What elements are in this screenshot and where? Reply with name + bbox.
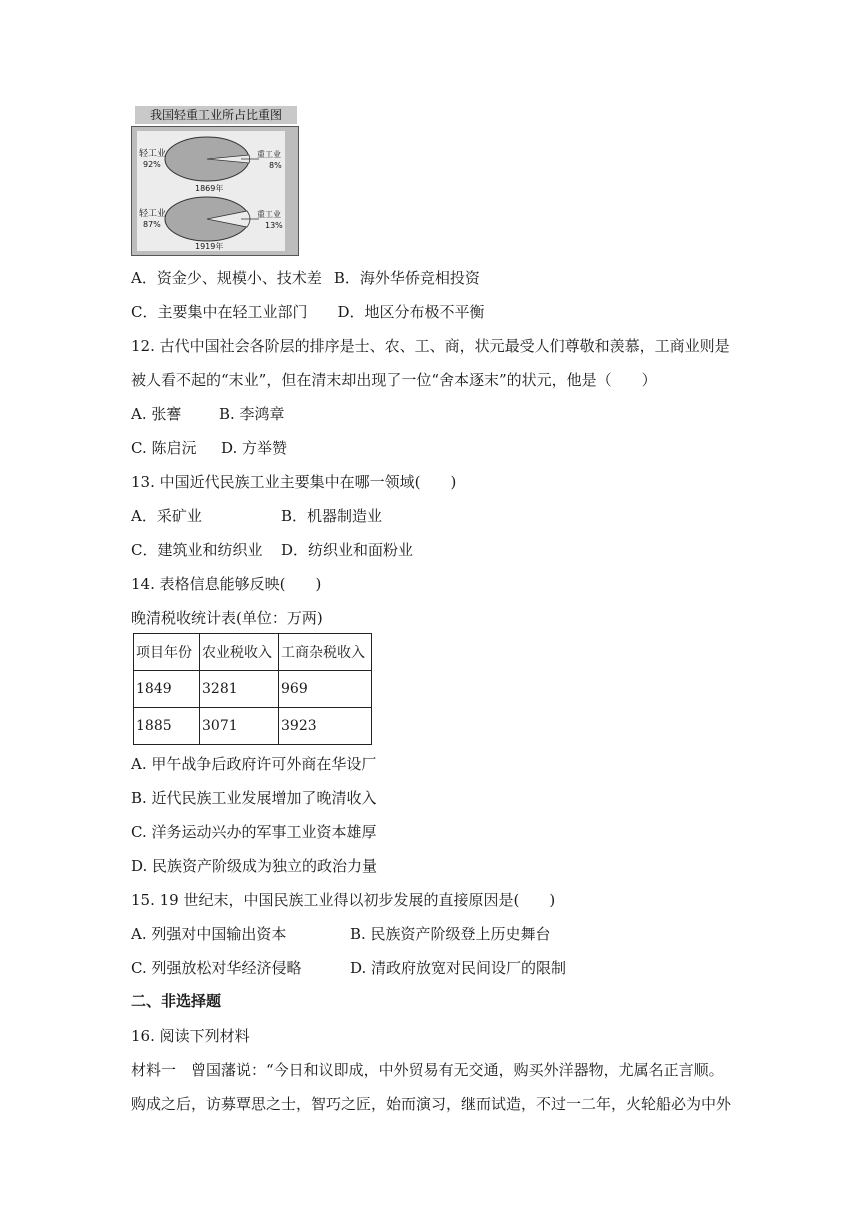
table-row [134, 708, 372, 745]
section-heading: 二、非选择题 [131, 992, 222, 1010]
q13-option-d[interactable]: D．纺织业和面粉业 [281, 541, 414, 559]
figure-frame [131, 126, 299, 256]
q14-option-a[interactable]: A. 甲午战争后政府许可外商在华设厂 [131, 755, 377, 773]
table-cell: 969 [279, 671, 372, 708]
table-header-row [134, 634, 372, 671]
q12-options-row2 [131, 438, 287, 458]
pie-1869-light-pct: 92% [143, 160, 161, 169]
q12-stem-line1: 12. 古代中国社会各阶层的排序是士、农、工、商，状元最受人们尊敬和羡慕，工商业则是 [131, 337, 730, 355]
table-header-cell: 农业税收入 [200, 634, 279, 671]
q11-option-a[interactable]: A．资金少、规模小、技术差 [131, 269, 322, 287]
q13-option-b[interactable]: B．机器制造业 [281, 507, 383, 525]
tax-table [133, 633, 372, 745]
q15-options-row1 [131, 924, 551, 944]
q14-table-caption: 晚清税收统计表(单位：万两) [131, 609, 323, 627]
pie-1919-heavy-label: 重工业 [257, 210, 281, 219]
q16-material-line2: 购成之后，访募覃思之士，智巧之匠，始而演习，继而试造，不过一二年，火轮船必为中外 [131, 1095, 732, 1113]
pie-1869 [165, 137, 259, 181]
q13-options-row1 [131, 506, 382, 526]
q16-material-line1: 材料一 曾国藩说：“今日和议即成，中外贸易有无交通，购买外洋器物，尤属名正言顺。 [131, 1061, 724, 1079]
q13-stem: 13. 中国近代民族工业主要集中在哪一领域( ) [131, 473, 457, 491]
q15-options-row2 [131, 958, 566, 978]
figure-title: 我国轻重工业所占比重图 [135, 106, 297, 124]
q13-options-row2 [131, 540, 413, 560]
q15-option-d[interactable]: D. 清政府放宽对民间设厂的限制 [350, 959, 567, 977]
pie-1869-light-label: 轻工业 [139, 149, 167, 159]
q15-option-b[interactable]: B. 民族资产阶级登上历史舞台 [350, 925, 551, 943]
pie-1869-heavy-label: 重工业 [257, 150, 281, 159]
table-row [134, 671, 372, 708]
q15-option-a[interactable]: A. 列强对中国输出资本 [131, 925, 287, 943]
table-cell: 3923 [279, 708, 372, 745]
table-header-cell: 工商杂税收入 [279, 634, 372, 671]
q11-option-d[interactable]: D．地区分布极不平衡 [337, 303, 485, 321]
q12-stem-line2: 被人看不起的“末业”，但在清末却出现了一位“舍本逐末”的状元，他是（ ） [131, 371, 657, 389]
q12-options-row1 [131, 404, 285, 424]
pie-1919-heavy-pct: 13% [265, 221, 283, 230]
pie-1919-year: 1919年 [195, 242, 224, 251]
q12-option-b[interactable]: B. 李鸿章 [219, 405, 285, 423]
pie-1919 [165, 197, 259, 241]
q15-option-c[interactable]: C. 列强放松对华经济侵略 [131, 959, 302, 977]
pie-1869-heavy-pct: 8% [269, 161, 282, 170]
pie-1919-light-pct: 87% [143, 220, 161, 229]
table-cell: 3281 [200, 671, 279, 708]
pie-1869-year: 1869年 [195, 184, 224, 193]
figure-inner [137, 131, 285, 251]
q12-option-a[interactable]: A. 张謇 [131, 405, 182, 423]
industry-ratio-figure [131, 106, 301, 256]
table-header-cell: 项目年份 [134, 634, 200, 671]
table-cell: 1849 [134, 671, 200, 708]
q14-option-b[interactable]: B. 近代民族工业发展增加了晚清收入 [131, 789, 377, 807]
q16-stem: 16. 阅读下列材料 [131, 1027, 250, 1045]
q14-stem: 14. 表格信息能够反映( ) [131, 575, 322, 593]
q11-options-row2 [131, 302, 485, 322]
q14-option-c[interactable]: C. 洋务运动兴办的军事工业资本雄厚 [131, 823, 377, 841]
table-cell: 3071 [200, 708, 279, 745]
q15-stem: 15. 19 世纪末，中国民族工业得以初步发展的直接原因是( ) [131, 891, 556, 909]
q14-option-d[interactable]: D. 民族资产阶级成为独立的政治力量 [131, 857, 378, 875]
q13-option-c[interactable]: C．建筑业和纺织业 [131, 541, 263, 559]
q12-option-c[interactable]: C. 陈启沅 [131, 439, 197, 457]
q11-option-c[interactable]: C．主要集中在轻工业部门 [131, 303, 308, 321]
pie-charts [137, 131, 285, 251]
table-cell: 1885 [134, 708, 200, 745]
pie-1919-light-label: 轻工业 [139, 209, 167, 219]
q11-option-b[interactable]: B．海外华侨竞相投资 [333, 269, 480, 287]
q13-option-a[interactable]: A．采矿业 [131, 507, 202, 525]
q12-option-d[interactable]: D. 方举赞 [221, 439, 288, 457]
q11-options-row1 [131, 268, 480, 288]
